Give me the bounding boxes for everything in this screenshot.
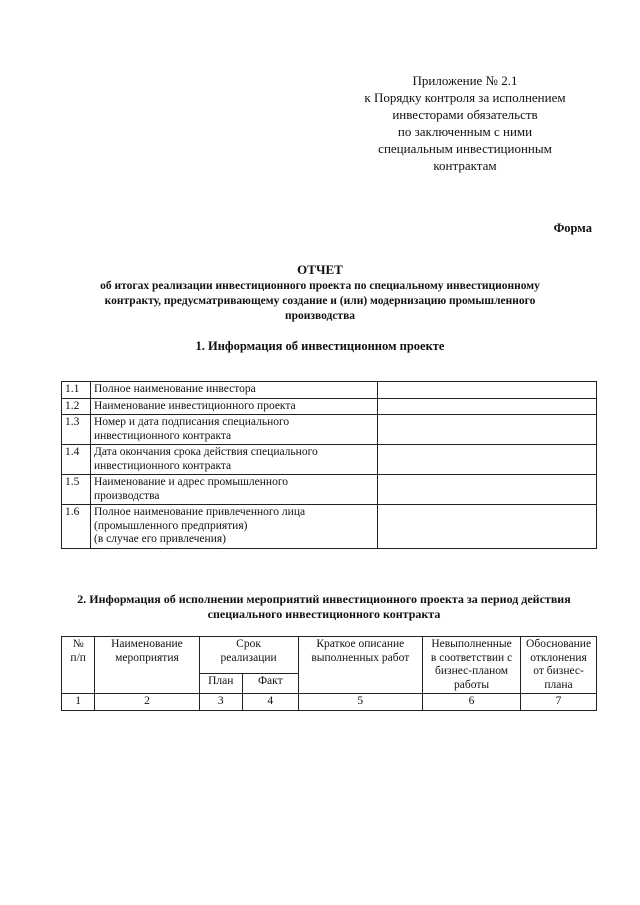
header-text: № (72, 638, 84, 650)
row-label-line: Дата окончания срока действия специального (94, 446, 318, 458)
table-row (62, 398, 597, 415)
report-subtitle (58, 279, 582, 324)
form-label: Форма (553, 221, 592, 235)
row-number: 1.3 (62, 415, 91, 445)
row-label-line: Номер и дата подписания специального (94, 416, 290, 428)
header-text: в соответствии с (430, 651, 513, 664)
column-number: 5 (298, 694, 422, 711)
header-text: Срок (236, 638, 261, 650)
header-text: бизнес-планом (435, 665, 509, 677)
row-label-line: производства (94, 489, 160, 502)
header-text: плана (544, 678, 573, 691)
column-number: 2 (95, 694, 199, 711)
appendix-line: по заключенным с ними (397, 124, 533, 139)
header-text: п/п (70, 651, 86, 664)
row-label-line: инвестиционного контракта (94, 459, 232, 472)
header-text: от бизнес- (533, 665, 584, 677)
row-label (91, 505, 378, 549)
header-text: работы (454, 678, 490, 691)
column-number: 7 (521, 694, 597, 711)
row-label (91, 398, 378, 415)
row-label (91, 382, 378, 399)
appendix-line: специальным инвестиционным (378, 141, 552, 156)
heading-line: 2. Информация об исполнении мероприятий инвестиционного проекта за период действия (77, 592, 571, 606)
subtitle-line: контракту, предусматривающему создание и (или) модернизацию промышленного (104, 295, 536, 307)
header-text: отклонения (530, 651, 587, 664)
row-label-line: Наименование инвестиционного проекта (94, 399, 296, 412)
section2-heading (44, 592, 604, 622)
row-value-cell[interactable] (378, 475, 597, 505)
header-cell-fact: Факт (243, 673, 299, 693)
row-label-line: Полное наименование привлеченного лица (94, 506, 306, 518)
row-label-line: Полное наименование инвестора (94, 383, 256, 395)
heading-line: специального инвестиционного контракта (207, 607, 441, 621)
appendix-line: контрактам (433, 158, 497, 173)
header-row (62, 637, 597, 674)
header-cell-activity (95, 637, 199, 694)
row-number: 1.6 (62, 505, 91, 549)
table-row (62, 415, 597, 445)
row-label-line: инвестиционного контракта (94, 429, 232, 442)
row-number: 1.1 (62, 382, 91, 399)
column-number: 3 (199, 694, 242, 711)
subtitle-line: об итогах реализации инвестиционного проекта по специальному инвестиционному (100, 280, 540, 292)
header-cell-description (298, 637, 422, 694)
table-row (62, 445, 597, 475)
header-cell-justification (521, 637, 597, 694)
row-number: 1.5 (62, 475, 91, 505)
row-label (91, 475, 378, 505)
header-text: Наименование (111, 638, 183, 650)
header-text: Обоснование (526, 638, 592, 650)
row-value-cell[interactable] (378, 382, 597, 399)
appendix-line: Приложение № 2.1 (412, 73, 518, 88)
appendix-line: инвесторами обязательств (392, 107, 538, 122)
row-value-cell[interactable] (378, 445, 597, 475)
column-number-row (62, 694, 597, 711)
header-cell-number (62, 637, 95, 694)
column-number: 4 (243, 694, 299, 711)
section1-heading: 1. Информация об инвестиционном проекте (195, 339, 445, 353)
column-number: 1 (62, 694, 95, 711)
header-text: Невыполненные (431, 638, 512, 650)
table-row (62, 382, 597, 399)
subtitle-line: производства (284, 310, 356, 322)
appendix-note (330, 72, 600, 174)
header-text: выполненных работ (311, 651, 410, 664)
row-value-cell[interactable] (378, 415, 597, 445)
column-number: 6 (423, 694, 521, 711)
activities-table (61, 636, 597, 711)
row-label-line: (промышленного предприятия) (94, 519, 248, 532)
header-text: мероприятия (115, 651, 179, 664)
header-text: реализации (220, 651, 277, 664)
header-cell-term (199, 637, 298, 674)
header-cell-plan: План (199, 673, 242, 693)
row-label (91, 445, 378, 475)
row-number: 1.2 (62, 398, 91, 415)
row-number: 1.4 (62, 445, 91, 475)
project-info-table (61, 381, 597, 549)
report-title: ОТЧЕТ (297, 262, 343, 277)
table-row (62, 475, 597, 505)
row-value-cell[interactable] (378, 398, 597, 415)
row-value-cell[interactable] (378, 505, 597, 549)
appendix-line: к Порядку контроля за исполнением (364, 90, 566, 105)
row-label (91, 415, 378, 445)
table-row (62, 505, 597, 549)
header-text: Краткое описание (316, 638, 405, 650)
header-cell-unfulfilled (423, 637, 521, 694)
row-label-line: Наименование и адрес промышленного (94, 476, 289, 488)
row-label-line: (в случае его привлечения) (94, 533, 226, 545)
